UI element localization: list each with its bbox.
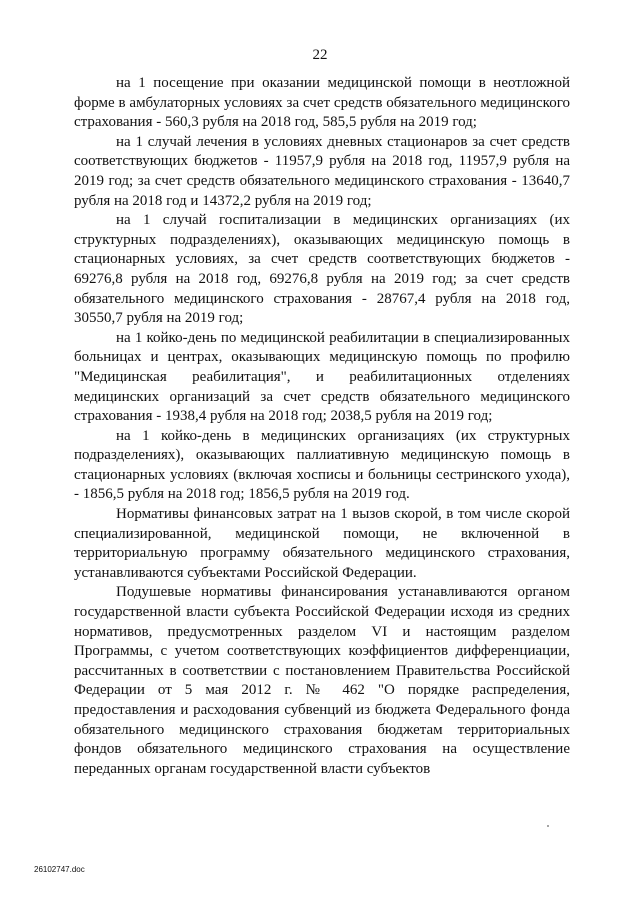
paragraph-rehabilitation: на 1 койко-день по медицинской реабилитации в специализированных больницах и центрах, оказывающих медицинскую помощь по профилю "Медицинская реабилитация", и реабилитационных отделениях медицинских организаций за счет средств обязательного медицинского страхования - 1938,4 рубля на 2018 год; 2038,5 рубля на 2019 год; xyxy=(74,329,570,425)
paragraph-ambulance-norms: Нормативы финансовых затрат на 1 вызов скорой, в том числе скорой специализированной, медицинской помощи, не включенной в территориальную программу обязательного медицинского страхования, устанавливаются субъектами Российской Федерации. xyxy=(74,506,570,581)
paragraph-palliative: на 1 койко-день в медицинских организациях (их структурных подразделениях), оказывающих паллиативную медицинскую помощь в стационарных условиях (включая хосписы и больницы сестринского ухода), - 1856,5 рубля на 2018 год; 1856,5 рубля на 2019 год. xyxy=(74,427,570,503)
footer-document-code: 26102747.doc xyxy=(34,865,85,874)
scan-speck xyxy=(547,825,549,827)
paragraph-hospitalization: на 1 случай госпитализации в медицинских организациях (их структурных подразделениях), оказывающих медицинскую помощь в стационарных условиях, за счет средств соответствующих бюджетов - 69276,8 рубля на 2018 год, 69276,8 рубля на 2019 год; за счет средств обязательного медицинского страхования - 28767,4 рубля на 2018 год, 30550,7 рубля на 2019 год; xyxy=(74,212,570,327)
paragraph-day-hospital: на 1 случай лечения в условиях дневных стационаров за счет средств соответствующих бюджетов - 11957,9 рубля на 2018 год, 11957,9 рубля на 2019 год; за счет средств обязательного медицинского страхования - 13640,7 рубля на 2018 год и 14372,2 рубля на 2019 год; xyxy=(74,133,570,209)
document-body xyxy=(74,74,570,779)
paragraph-per-capita-norms: Подушевые нормативы финансирования устанавливаются органом государственной власти субъекта Российской Федерации исходя из средних нормативов, предусмотренных разделом VI и настоящим разделом Программы, с учетом соответствующих коэффициентов дифференциации, рассчитанных в соответствии с постановлением Правительства Российской Федерации от 5 мая 2012 г. № 462 "О порядке распределения, предоставления и расходования субвенций из бюджета Федерального фонда обязательного медицинского страхования бюджетам территориальных фондов обязательного медицинского страхования на осуществление переданных органам государственной власти субъектов xyxy=(74,584,570,777)
paragraph-emergency-visit: на 1 посещение при оказании медицинской помощи в неотложной форме в амбулаторных условиях за счет средств обязательного медицинского страхования - 560,3 рубля на 2018 год, 585,5 рубля на 2019 год; xyxy=(74,75,570,131)
page-number: 22 xyxy=(312,47,328,63)
